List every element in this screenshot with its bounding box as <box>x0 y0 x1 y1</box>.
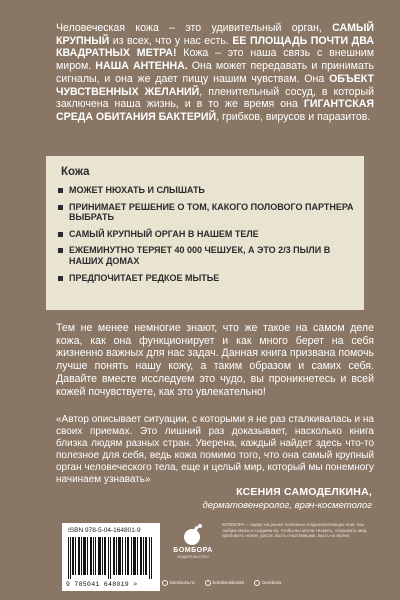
intro-bold-4: ОБЪЕКТ ЧУВСТВЕННЫХ ЖЕЛАНИЙ <box>56 72 374 98</box>
intro-paragraph <box>56 22 374 124</box>
facts-list-item <box>58 245 358 266</box>
globe-icon <box>162 580 168 586</box>
bullet-square-icon <box>58 205 63 210</box>
intro-text-6: , грибков, вирусов и паразитов. <box>216 110 371 123</box>
publisher-logo <box>170 523 216 567</box>
bullet-square-icon <box>58 232 63 237</box>
bullet-square-icon <box>58 248 63 253</box>
intro-text-1: Человеческая кожа – это удивительный орган, <box>56 22 333 34</box>
intro-text-2: из всех, что у нас есть. <box>109 34 233 47</box>
bomb-logo-icon <box>181 523 205 547</box>
facts-list-item-text: САМЫЙ КРУПНЫЙ ОРГАН В НАШЕМ ТЕЛЕ <box>69 228 259 239</box>
facts-list <box>58 185 358 289</box>
facts-box <box>46 156 364 310</box>
social-link-vk[interactable] <box>205 580 245 586</box>
bullet-square-icon <box>58 276 63 281</box>
facts-list-item <box>58 185 358 196</box>
social-label: bomborabooks <box>212 580 245 586</box>
intro-bold-1: САМЫЙ КРУПНЫЙ <box>56 22 374 47</box>
social-links <box>162 580 281 586</box>
publisher-subtitle: ИЗДАТЕЛЬСТВО <box>177 554 209 559</box>
facts-list-item-text: ЕЖЕМИНУТНО ТЕРЯЕТ 40 000 ЧЕШУЕК, А ЭТО 2/3 ПЫЛИ В НАШИХ ДОМАХ <box>69 245 331 266</box>
intro-text-3: Кожа – это наша связь с внешним миром. <box>56 47 374 73</box>
facts-list-item-text: ПРЕДПОЧИТАЕТ РЕДКОЕ МЫТЬЕ <box>69 272 220 283</box>
instagram-icon <box>254 580 260 586</box>
publisher-name: БОМБОРА <box>173 547 213 554</box>
social-label: bombora <box>262 580 282 586</box>
intro-text-5: , пленительный сосуд, в который заключена наша жизнь, и в то же время она <box>56 85 374 111</box>
facts-list-item-text: ПРИНИМАЕТ РЕШЕНИЕ О ТОМ, КАКОГО ПОЛОВОГО ПАРТНЕРА ВЫБРАТЬ <box>69 201 354 223</box>
barcode-number: 9 785041 648019 > <box>66 581 138 588</box>
vk-icon <box>205 580 211 586</box>
intro-text-4: Она может передавать и принимать сигналы, и она же дает пищу нашим чувствам. Она <box>56 60 374 85</box>
quote-author <box>203 486 373 511</box>
facts-list-item <box>58 202 358 223</box>
review-quote: «Автор описывает ситуации, с которыми я не раз сталкивалась и на своих приемах. Это лишний раз доказывает, насколько книга близка людям разных стран. Уверена, каждый найдет здесь что-то полезное для себя, ведь кожа помимо того, что она самый крупный орган человеческого тела, еще и целый мир, который мы понемногу начинаем узнавать» <box>56 414 374 485</box>
intro-bold-3: НАША АНТЕННА. <box>95 60 188 73</box>
bullet-square-icon <box>58 188 63 193</box>
facts-box-title: Кожа <box>61 166 90 178</box>
intro-bold-2: ЕЕ ПЛОЩАДЬ ПОЧТИ ДВА КВАДРАТНЫХ МЕТРА! <box>56 34 374 60</box>
social-link-site[interactable] <box>162 580 195 586</box>
author-role: дерматовенеролог, врач-косметолог <box>202 500 372 511</box>
facts-list-item-text: МОЖЕТ НЮХАТЬ И СЛЫШАТЬ <box>69 185 205 195</box>
social-label: bombora.ru <box>170 580 195 586</box>
isbn-label: ISBN 978-5-04-164801-9 <box>68 527 141 534</box>
intro-bold-5: ГИГАНТСКАЯ СРЕДА ОБИТАНИЯ БАКТЕРИЙ <box>56 98 374 123</box>
social-link-instagram[interactable] <box>254 580 281 586</box>
author-name: КСЕНИЯ САМОДЕЛКИНА, <box>236 486 372 498</box>
description-paragraph: Тем не менее немногие знают, что же такое на самом деле кожа, как она функционирует и как много берет на себя жизненно важных для нас задач. Данная книга призвана помочь лучше понять нашу кожу, а таким образом и самих себя. Давайте вместе исследуем это чудо, вы проникнетесь и всей кожей почувствуете, как это увлекательно! <box>56 322 374 398</box>
facts-list-item <box>58 229 358 240</box>
barcode-icon <box>68 537 154 579</box>
barcode-panel <box>62 523 160 591</box>
publisher-fine-print: БОМБОРА – лидер на рынке полезных и вдохновляющих книг. Мы любим книги и создаем их, чтобы вы могли творить, открывать мир, пробовать новое, расти. Быть счастливыми. Быть на волне. <box>222 522 368 539</box>
facts-list-item <box>58 273 358 284</box>
